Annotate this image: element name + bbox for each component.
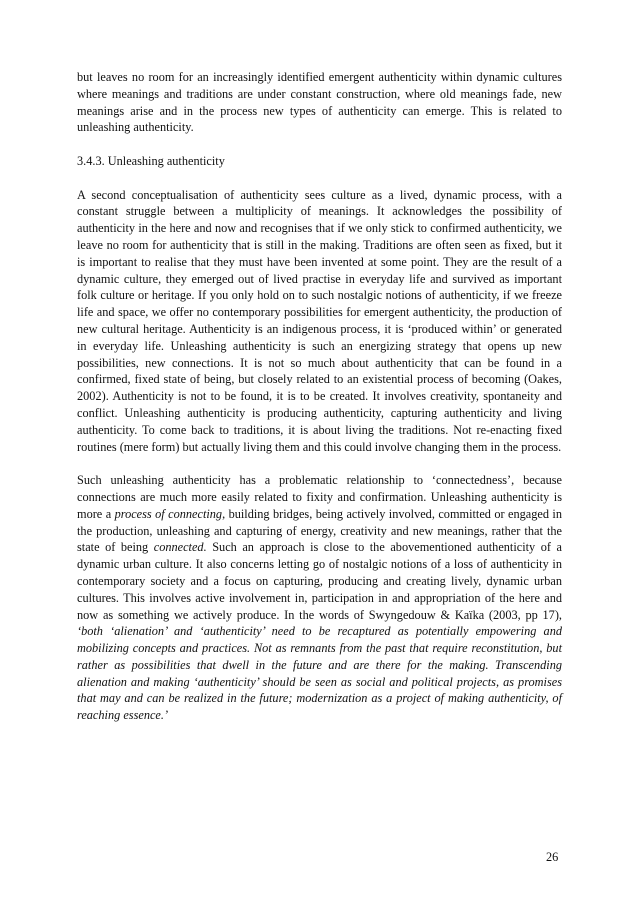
paragraph-spacer <box>77 136 562 153</box>
document-body <box>77 69 562 724</box>
paragraph-unleashing: A second conceptualisation of authenticity sees culture as a lived, dynamic process, with a constant struggle between a multiplicity of meanings. It acknowledges the possibility of authenticity in the here and now and recognises that if we only stick to confirmed authenticity, we leave no room for authenticity that is still in the making. Traditions are often seen as fixed, but it is important to realise that they must have been invented at some point. They are the result of a dynamic culture, they emerged out of lived practise in everyday life and survived as important folk culture or heritage. If you only hold on to such nostalgic notions of authenticity, if we freeze life and space, we offer no contemporary possibilities for emergent authenticity, the production of new cultural heritage. Authenticity is an indigenous process, it is ‘produced within’ or generated in everyday life. Unleashing authenticity is such an energizing strategy that opens up new possibilities, new connections. It is not so much about authenticity that can be found in a confirmed, fixed state of being, but closely related to an existential process of becoming (Oakes, 2002). Authenticity is not to be found, it is to be created. It involves creativity, spontaneity and conflict. Unleashing authenticity is producing authenticity, capturing authenticity and living authenticity. To come back to traditions, it is about living the traditions. Not re-enacting fixed routines (mere form) but actually living them and this could involve changing them in the process. <box>77 187 562 454</box>
quotation-swyngedouw: ‘both ‘alienation’ and ‘authenticity’ need to be recaptured as potentially empowering and mobilizing concepts and practices. Not as remnants from the past that require reconstitution, but rather as possibilities that dwell in the future and are there for the making. Transcending alienation and making ‘authenticity’ should be seen as social and political projects, as promises that may and can be realized in the future; modernization as a project of making authenticity, of reaching essence.’ <box>77 624 562 723</box>
paragraph-intro: but leaves no room for an increasingly identified emergent authenticity within dynamic cultures where meanings and traditions are under constant construction, where old meanings fade, new meanings arise and in the process new types of authenticity can emerge. This is related to unleashing authenticity. <box>77 70 562 135</box>
page-number: 26 <box>546 850 559 864</box>
emphasis-connected: connected. <box>153 540 207 555</box>
section-heading: 3.4.3. Unleashing authenticity <box>77 153 225 168</box>
text-run: Such unleashing authenticity has a problematic relationship to ‘connectedness’, because connections are much more easily related to fixity and confirmation. Unleashing authenticity is more a <box>77 473 562 521</box>
emphasis-process-of-connecting: process of connecting <box>114 506 223 521</box>
paragraph-connectedness <box>77 472 562 724</box>
text-run: Such an approach is close to the abovementioned authenticity of a dynamic urban culture. It also concerns letting go of nostalgic notions of a loss of authenticity in contemporary society and a focus on capturing, producing and creating lively, dynamic urban cultures. This involves active involvement in, participation in and appropriation of the here and now as something we actively produce. In the words of Swyngedouw & Kaïka (2003, pp 17), <box>77 540 562 622</box>
paragraph-spacer <box>77 170 562 187</box>
paragraph-spacer <box>77 455 562 472</box>
text-run: , building bridges, being actively involved, committed or engaged in the production, unleashing and capturing of energy, creativity and new meanings, rather that the state of being <box>77 506 562 555</box>
